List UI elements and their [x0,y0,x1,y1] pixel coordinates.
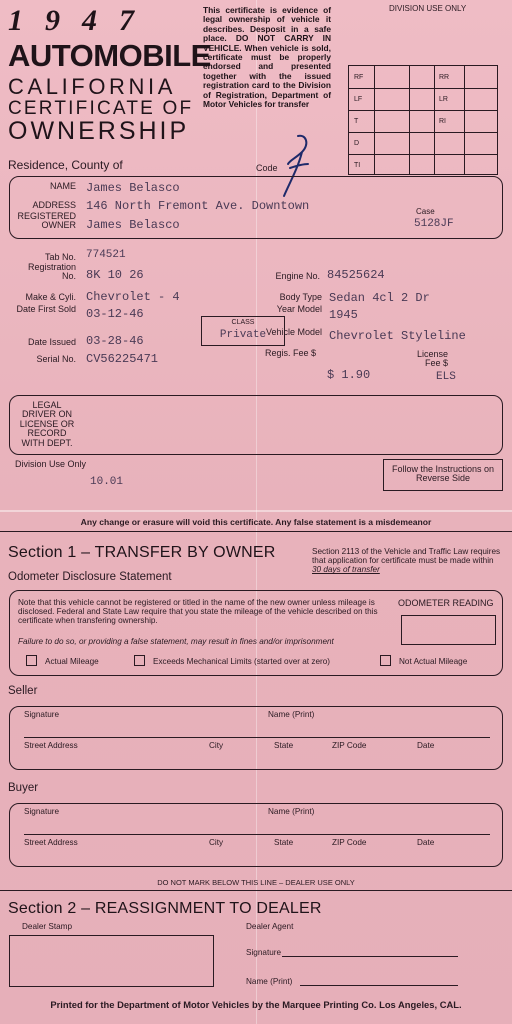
engine-label: Engine No. [275,271,320,281]
buyer-date-label: Date [417,838,435,847]
section2-title: Section 2 – REASSIGNMENT TO DEALER [8,900,322,917]
grid-label-t: T [354,118,359,125]
division-use-value: 10.01 [90,476,124,488]
body-type-label: Body Type [279,292,322,302]
name-label: NAME [49,181,76,191]
seller-zip-label: ZIP Code [332,741,367,750]
vehicle-model-value: Chevrolet Styleline [329,329,466,343]
seller-street-label: Street Address [24,741,78,750]
odometer-subtitle: Odometer Disclosure Statement [8,571,172,583]
legal-driver-label: LEGAL DRIVER ON LICENSE OR RECORD WITH DEPT. [19,400,75,448]
seller-name-label: Name (Print) [268,710,315,719]
regis-fee-label: Regis. Fee $ [264,348,316,358]
license-fee-value: ELS [436,371,456,383]
seller-state-label: State [274,741,294,750]
printer-footer: Printed for the Department of Motor Vehicles by the Marquee Printing Co. Los Angeles, CAL. [50,999,462,1010]
seller-heading: Seller [8,685,38,697]
odometer-reading-field[interactable] [401,615,496,645]
dealer-signature-label: Signature [246,948,282,957]
grid-label-ri: RI [439,118,446,125]
buyer-zip-label: ZIP Code [332,838,367,847]
void-warning: Any change or erasure will void this certificate. Any false statement is a misdemeanor [80,517,432,527]
date-first-sold-value: 03-12-46 [86,307,144,321]
regis-fee-value: $ 1.90 [327,368,371,382]
dealer-divider [0,890,512,891]
owner-name-value: James Belasco [86,181,180,195]
division-use-heading: DIVISION USE ONLY [389,4,467,13]
grid-label-d: D [354,140,360,147]
case-label: Case [416,207,435,216]
division-use-grid [348,65,498,175]
buyer-signature-label: Signature [24,807,60,816]
license-fee-label: License Fee $ [416,349,448,369]
disclosure-text: Note that this vehicle cannot be registered or titled in the name of the new owner unless mileage is disclosed. Federal and State Law require that you state the mileage of the vehicle described on this certificate when transfering ownership. [18,598,378,626]
registered-owner-label: REGISTERED OWNER [17,211,76,231]
registered-owner-value: James Belasco [86,218,180,232]
buyer-box [9,803,503,867]
owner-address-value: 146 North Fremont Ave. Downtown [86,199,310,213]
not-actual-mileage-label: Not Actual Mileage [399,657,468,666]
warning-divider [0,531,512,532]
date-first-sold-label: Date First Sold [16,304,76,314]
dealer-stamp-label: Dealer Stamp [22,922,73,931]
vehicle-law-text: Section 2113 of the Vehicle and Traffic Law requires that application for certificate must be made within [312,547,501,566]
exceeds-limits-label: Exceeds Mechanical Limits (started over at zero) [153,657,331,666]
seller-date-label: Date [417,741,435,750]
section1-title: Section 1 – TRANSFER BY OWNER [8,544,276,561]
registration-label: Registration No. [27,262,76,282]
dealer-stamp-box[interactable] [9,935,214,987]
actual-mileage-checkbox[interactable] [26,655,37,666]
date-issued-label: Date Issued [27,337,76,347]
address-label: ADDRESS [32,200,76,210]
buyer-signature-line[interactable] [24,834,490,835]
title-automobile: AUTOMOBILE [8,38,211,73]
odometer-reading-label: ODOMETER READING [398,598,494,608]
dealer-name-label: Name (Print) [246,977,293,986]
tab-label: Tab No. [44,252,76,262]
exceeds-limits-checkbox[interactable] [134,655,145,666]
title-certificate-of: CERTIFICATE OF [8,98,194,119]
fold-line-horizontal [0,510,512,512]
actual-mileage-label: Actual Mileage [45,657,99,666]
grid-label-lr: LR [439,96,448,103]
code-label: Code [256,163,278,173]
seller-city-label: City [209,741,224,750]
grid-label-rf: RF [354,74,364,81]
residence-label: Residence, County of [8,158,123,172]
division-use-only-label: Division Use Only [15,459,87,469]
year-model-value: 1945 [329,308,358,322]
seller-signature-label: Signature [24,710,60,719]
grid-label-rr: RR [439,74,450,81]
not-actual-mileage-checkbox[interactable] [380,655,391,666]
evidence-notice: This certificate is evidence of legal ownership of vehicle it describes. Desposit in a safe place. DO NOT CARRY IN VEHICLE. When vehicle is sold, certificate must be properly endorsed and presented together with the issued registration card to the Division of Registration, Department of Motor Vehicles for transfer [203,5,331,110]
buyer-name-label: Name (Print) [268,807,315,816]
body-type-value: Sedan 4cl 2 Dr [329,291,430,305]
legal-driver-box [9,395,503,455]
registration-value: 8K 10 26 [86,268,144,282]
buyer-street-label: Street Address [24,838,78,847]
title-ownership: OWNERSHIP [8,117,190,145]
engine-value: 84525624 [327,268,385,282]
buyer-state-label: State [274,838,294,847]
make-label: Make & Cyli. [25,292,76,302]
buyer-heading: Buyer [8,782,39,794]
failure-text: Failure to do so, or providing a false statement, may result in fines and/or imprisonment [18,637,334,646]
dealer-agent-label: Dealer Agent [246,922,294,931]
grid-label-lf: LF [354,96,363,103]
vehicle-law-days: 30 days of transfer [312,565,380,575]
seller-signature-line[interactable] [24,737,490,738]
seller-box [9,706,503,770]
fold-line-vertical [256,0,257,1024]
vehicle-law-note [312,547,502,575]
year-model-label: Year Model [276,304,322,314]
tab-value: 774521 [86,249,126,261]
grid-label-ti: TI [354,162,361,169]
make-value: Chevrolet - 4 [86,290,180,304]
instructions-text: Follow the Instructions on Reverse Side [391,464,495,484]
serial-label: Serial No. [36,354,76,364]
case-value: 5128JF [414,218,454,230]
title-california: CALIFORNIA [8,74,177,99]
buyer-city-label: City [209,838,224,847]
dealer-use-notice: DO NOT MARK BELOW THIS LINE – DEALER USE ONLY [157,878,355,887]
dealer-name-line[interactable] [300,985,458,986]
class-label: CLASS [231,319,255,326]
vehicle-model-label: Vehicle Model [265,327,322,337]
dealer-signature-line[interactable] [282,956,458,957]
date-issued-value: 03-28-46 [86,334,144,348]
serial-value: CV56225471 [86,352,159,366]
year-heading: 1947 [8,4,156,37]
class-value: Private [219,329,267,341]
